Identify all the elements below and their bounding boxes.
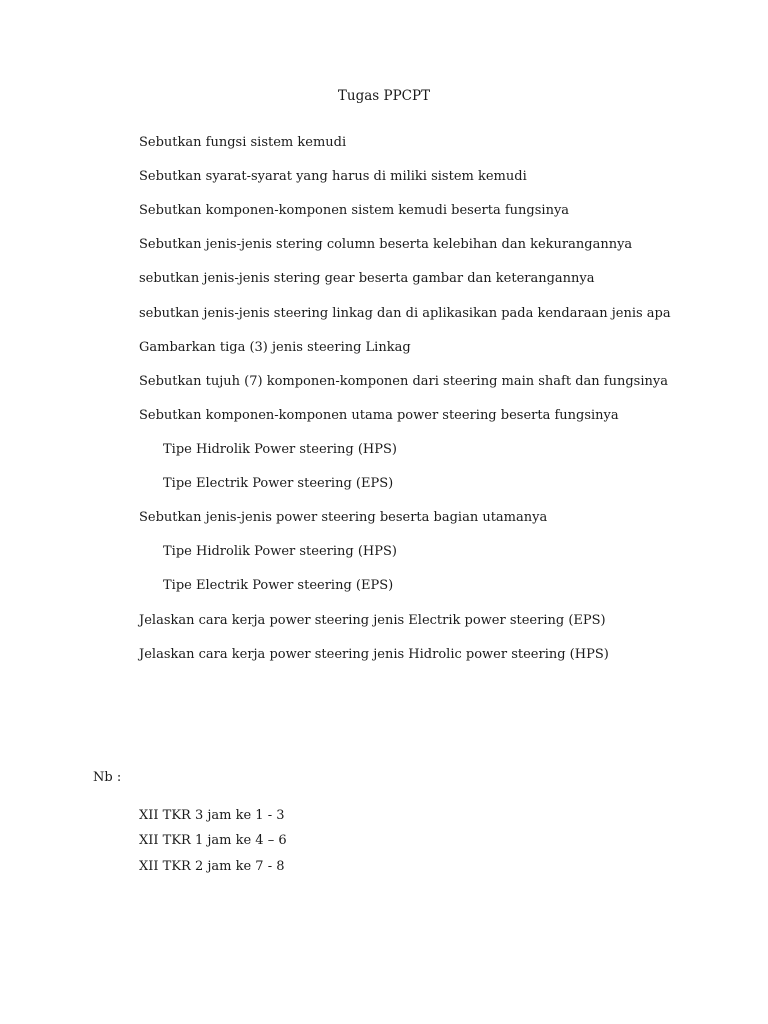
question-text: Sebutkan syarat-syarat yang harus di miliki sistem kemudi [139,169,527,184]
question-text: sebutkan jenis-jenis steering linkag dan di aplikasikan pada kendaraan jenis apa [139,306,671,321]
nb-item-text: XII TKR 3 jam ke 1 - 3 [139,808,285,823]
question-text: Sebutkan tujuh (7) komponen-komponen dari steering main shaft dan fungsinya [139,374,668,389]
sub-item-text: Tipe Electrik Power steering (EPS) [163,476,394,491]
question-text: Sebutkan fungsi sistem kemudi [139,135,347,150]
question-text: Sebutkan jenis-jenis power steering beserta bagian utamanya [139,510,548,525]
question-text: Jelaskan cara kerja power steering jenis Electrik power steering (EPS) [139,613,606,628]
question-text: Gambarkan tiga (3) jenis steering Linkag [139,340,411,355]
nb-item-text: XII TKR 2 jam ke 7 - 8 [139,859,285,874]
question-text: Sebutkan komponen-komponen utama power steering beserta fungsinya [139,408,619,423]
sub-item-text: Tipe Electrik Power steering (EPS) [163,578,394,593]
nb-label: Nb : [93,770,122,785]
nb-item-text: XII TKR 1 jam ke 4 – 6 [139,833,287,848]
sub-item-text: Tipe Hidrolik Power steering (HPS) [163,442,397,457]
question-text: Jelaskan cara kerja power steering jenis Hidrolic power steering (HPS) [139,647,609,662]
question-text: Sebutkan jenis-jenis stering column beserta kelebihan dan kekurangannya [139,237,633,252]
question-text: Sebutkan komponen-komponen sistem kemudi beserta fungsinya [139,203,570,218]
sub-item-text: Tipe Hidrolik Power steering (HPS) [163,544,397,559]
document-title: Tugas PPCPT [337,88,431,104]
question-text: sebutkan jenis-jenis stering gear beserta gambar dan keterangannya [139,271,595,286]
